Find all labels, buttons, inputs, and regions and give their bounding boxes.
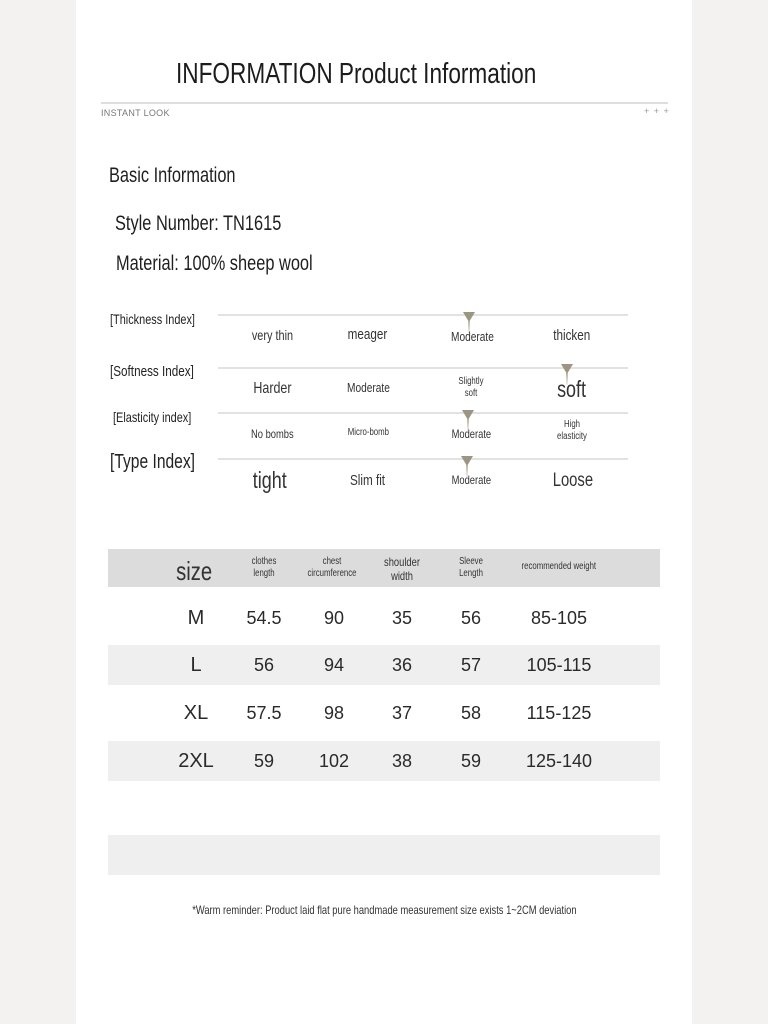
cell-value: 90 <box>323 608 345 628</box>
empty-band <box>108 835 660 875</box>
index-label-elasticity: [Elasticity index] <box>113 409 192 425</box>
cell-size: L <box>190 654 202 676</box>
size-table-header <box>108 549 660 587</box>
index-option: No bombs <box>250 427 294 441</box>
cell-value: 36 <box>391 655 413 675</box>
warm-reminder: *Warm reminder: Product laid flat pure handmade measurement size exists 1~2CM deviation <box>191 903 577 917</box>
index-rule-type <box>218 458 628 460</box>
header-sleeve: Sleeve Length <box>459 556 483 579</box>
cell-value: 54.5 <box>246 608 282 628</box>
index-option: Slim fit <box>349 472 385 489</box>
cell-value: 59 <box>253 751 275 771</box>
material: Material: 100% sheep wool <box>116 252 313 275</box>
cell-value: 94 <box>323 655 345 675</box>
style-number: Style Number: TN1615 <box>115 212 282 235</box>
index-option-selected: Moderate <box>450 329 494 344</box>
cell-value: 59 <box>460 751 482 771</box>
table-row <box>108 693 660 733</box>
index-option: Slightly soft <box>458 376 484 399</box>
index-option-selected: soft <box>557 376 587 402</box>
table-row <box>108 741 660 781</box>
plus-decoration-icon: + + + <box>644 106 670 116</box>
cell-value: 58 <box>460 703 482 723</box>
section-title-basic: Basic Information <box>109 164 236 187</box>
header-divider <box>101 102 668 104</box>
index-option: Loose <box>552 470 594 491</box>
index-label-thickness: [Thickness Index] <box>110 311 195 327</box>
cell-value: 57 <box>460 655 482 675</box>
cell-size: XL <box>183 702 209 724</box>
index-option: very thin <box>251 327 293 343</box>
index-option: Micro-bomb <box>347 427 389 438</box>
cell-value: 57.5 <box>246 703 282 723</box>
index-option-selected: Moderate <box>451 427 491 441</box>
cell-value: 125-140 <box>525 751 593 771</box>
cell-value: 37 <box>391 703 413 723</box>
index-rule-elasticity <box>218 412 628 414</box>
header-size: size <box>175 556 213 586</box>
cell-value: 105-115 <box>526 655 592 675</box>
cell-size: 2XL <box>178 750 214 772</box>
index-option: meager <box>347 326 387 343</box>
cell-value: 56 <box>460 608 482 628</box>
index-option: tight <box>253 467 287 493</box>
header-subtitle: INSTANT LOOK <box>101 108 170 118</box>
header-recommended-weight: recommended weight <box>521 561 597 572</box>
index-option: High elasticity <box>557 419 587 442</box>
cell-value: 38 <box>391 751 413 771</box>
table-row <box>108 645 660 685</box>
header-shoulder: shoulder width <box>384 555 420 583</box>
table-row <box>108 598 660 638</box>
cell-value: 56 <box>253 655 275 675</box>
cell-value: 115-125 <box>526 703 592 723</box>
cell-size: M <box>187 607 205 629</box>
cell-value: 35 <box>391 608 413 628</box>
header-chest: chest circumference <box>307 556 357 579</box>
header-clothes-length: clothes length <box>251 556 277 579</box>
index-rule-thickness <box>218 314 628 316</box>
cell-value: 85-105 <box>530 608 588 628</box>
index-label-softness: [Softness Index] <box>110 363 194 380</box>
product-info-card <box>76 0 692 1024</box>
index-option: thicken <box>553 327 591 344</box>
cell-value: 102 <box>318 751 350 771</box>
index-option: Moderate <box>346 380 390 395</box>
index-option-selected: Moderate <box>451 473 491 487</box>
cell-value: 98 <box>323 703 345 723</box>
index-label-type: [Type Index] <box>110 451 195 473</box>
index-option: Harder <box>252 380 292 397</box>
page-title: INFORMATION Product Information <box>176 58 537 90</box>
